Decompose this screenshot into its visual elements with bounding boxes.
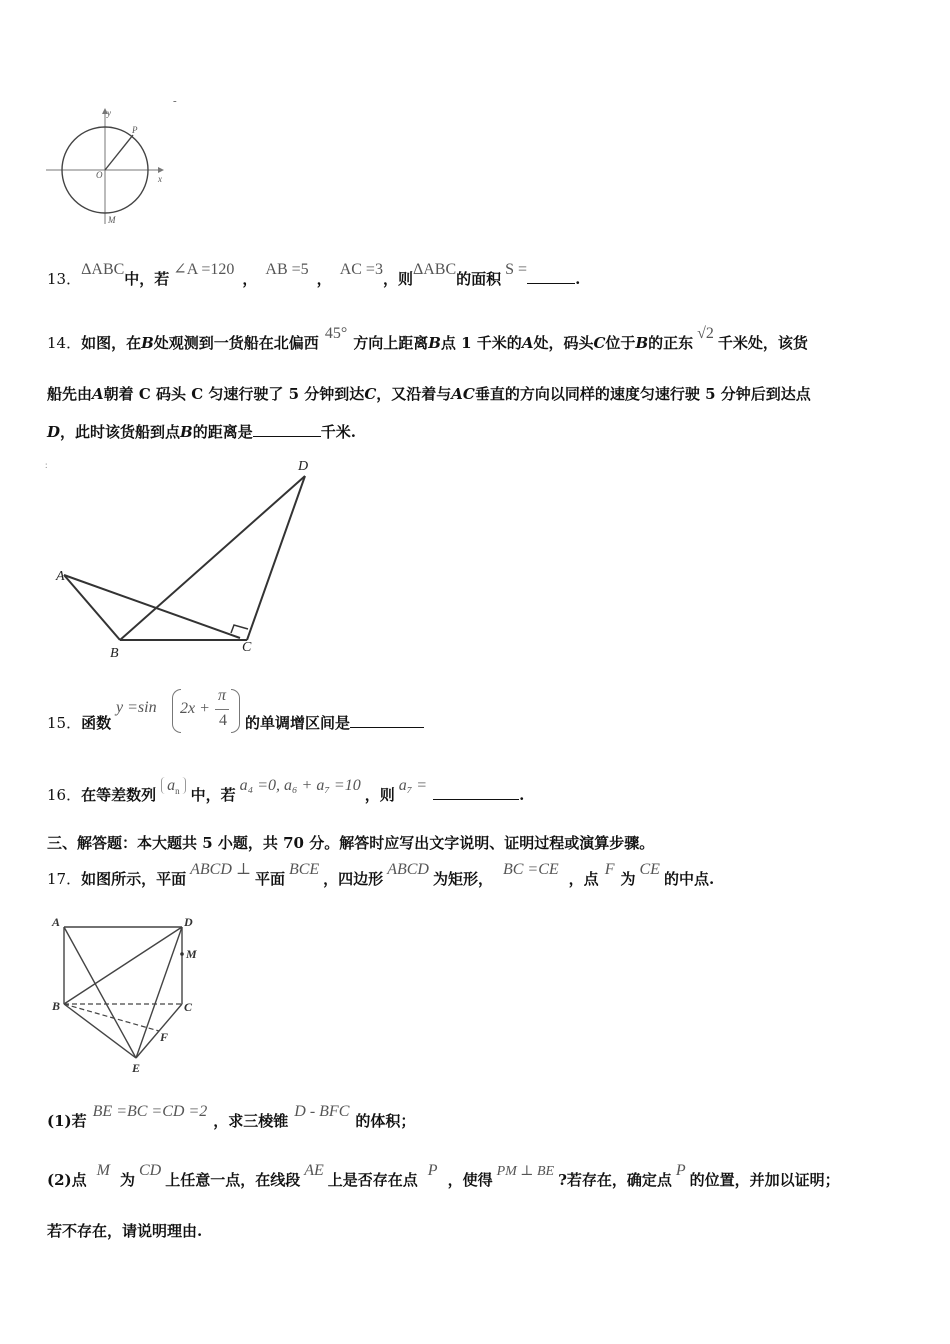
q14-text: 方向上距离 (353, 334, 429, 352)
question-17-part2 (47, 1162, 840, 1190)
q17-m: M (96, 1162, 110, 1179)
q16-number: 16． (47, 786, 82, 804)
q13-triangle: ΔABC (81, 261, 125, 278)
edge-bf-hidden (64, 1004, 159, 1031)
q13-triangle2: ΔABC (412, 261, 457, 278)
q14-number: 14． (47, 334, 82, 352)
q14-var-c: C (364, 385, 377, 403)
label-c: C (242, 640, 252, 655)
question-14-line2 (47, 383, 811, 404)
q14-var-c: C (593, 334, 606, 352)
question-15 (47, 712, 111, 733)
label-e: E (132, 1061, 141, 1075)
q17-text: 为 (620, 870, 636, 888)
q13-text1: 中，若 (124, 270, 170, 288)
q14-text: 的距离是 (192, 423, 253, 441)
q15-text2: 的单调增区间是 (245, 714, 351, 732)
q14-text: 位于 (605, 334, 636, 352)
q13-s: S = (505, 261, 528, 278)
q13-angle: ∠A =120 (173, 261, 235, 278)
q17-text: 的体积； (355, 1112, 416, 1130)
question-15-tail (245, 712, 424, 733)
section-3-heading: 三、解答题：本大题共 5 小题，共 70 分。解答时应写出文字说明、证明过程或演算步骤。 (47, 834, 655, 852)
q15-formula (116, 687, 246, 735)
q13-text2: ，则 (382, 270, 413, 288)
q17-text: 上任意一点，在线段 (165, 1171, 301, 1189)
q15-answer-blank[interactable] (350, 713, 424, 728)
q17-abcd: ABCD (387, 861, 429, 878)
q15-pi: π (218, 687, 227, 704)
q17-text: ，求三棱锥 (213, 1112, 289, 1130)
question-13 (47, 261, 581, 289)
label-y: y (107, 108, 111, 118)
q17-text: 的中点. (663, 870, 715, 888)
question-16 (47, 777, 525, 806)
q14-var-b: B (180, 423, 193, 441)
q17-part2-label: (2)点 (47, 1171, 87, 1189)
ship-route-figure (40, 452, 340, 667)
edge-be (64, 1004, 136, 1058)
q13-ac: AC =3 (339, 261, 383, 278)
q13-answer-blank[interactable] (527, 269, 575, 284)
q13-end: . (575, 270, 581, 288)
q17-pm-perp-be: PM ⊥ BE (496, 1164, 555, 1179)
label-b: B (110, 646, 119, 661)
q14-text: ，此时该货船到点 (60, 423, 181, 441)
label-p: P (132, 125, 138, 135)
q17-part1-equation: BE =BC =CD =2 (92, 1103, 208, 1120)
solid-geometry-figure (40, 912, 220, 1077)
question-17 (47, 861, 715, 889)
q16-a: a (167, 777, 176, 794)
q13-comma1: ， (242, 270, 258, 288)
edge-ae (64, 927, 136, 1058)
q14-text: 船先由 (47, 385, 93, 403)
q16-n: n (175, 786, 180, 797)
q15-text1: 函数 (81, 714, 112, 732)
stray-dash: - (173, 95, 177, 107)
point-m (180, 952, 184, 956)
label-f: F (160, 1030, 169, 1044)
label-d: D (184, 915, 193, 929)
x-axis-arrow (158, 167, 164, 173)
q17-abcd-perp: ABCD ⊥ (190, 861, 251, 878)
q15-2x: 2x + (180, 700, 210, 717)
q14-angle: 45° (324, 325, 348, 342)
label-o: O (96, 170, 103, 180)
q16-text1: 在等差数列 (81, 786, 157, 804)
q16-text2: 中，若 (190, 786, 236, 804)
q14-answer-blank[interactable] (253, 422, 321, 437)
question-17-part2-line2: 若不存在，请说明理由. (47, 1222, 203, 1240)
q14-text: 如图，在 (81, 334, 142, 352)
q15-y-sin: y =sin (116, 699, 157, 716)
q14-var-ac: AC (451, 385, 475, 403)
q17-bc-ce: BC =CE (502, 861, 559, 878)
q15-paren-right (231, 689, 240, 733)
q17-text: ，点 (568, 870, 599, 888)
question-17-part1 (47, 1103, 416, 1131)
q14-var-b: B (141, 334, 154, 352)
q17-text: ，使得 (447, 1171, 493, 1189)
q17-text: ，四边形 (323, 870, 384, 888)
q13-number: 13． (47, 270, 82, 288)
q14-var-a: A (92, 385, 104, 403)
question-14-line1 (47, 325, 808, 353)
q14-var-b: B (635, 334, 649, 352)
q15-number: 15． (47, 714, 82, 732)
label-m: M (186, 947, 197, 961)
q14-text: 千米. (320, 423, 356, 441)
unit-circle-figure (40, 92, 190, 227)
q17-ce: CE (639, 861, 660, 878)
q15-four: 4 (219, 712, 227, 729)
segment-bd (120, 476, 305, 640)
q13-comma2: ， (316, 270, 332, 288)
q14-text: 的正东 (648, 334, 694, 352)
q17-text: 平面 (254, 870, 285, 888)
q17-text: 的位置，并加以证明； (689, 1171, 840, 1189)
q16-answer-blank[interactable] (433, 785, 519, 800)
q16-equation: a₄ =0, a₆ + a₇ =10 (239, 777, 361, 794)
radius-op (105, 135, 133, 170)
q14-text: 处观测到一货船在北偏西 (153, 334, 319, 352)
q14-text: 垂直的方向以同样的速度匀速行驶 5 分钟后到达点 (474, 385, 811, 403)
label-m: M (108, 215, 116, 225)
q17-pyramid: D - BFC (294, 1103, 350, 1120)
q14-var-d: D (47, 423, 61, 441)
q14-text: 点 1 千米的 (440, 334, 522, 352)
right-angle-mark (231, 625, 248, 633)
q14-text: ，又沿着与 (376, 385, 452, 403)
q13-text3: 的面积 (456, 270, 502, 288)
edge-bd (64, 927, 182, 1004)
label-d: D (298, 459, 309, 474)
stray-mark: : (45, 460, 48, 470)
q16-end: . (519, 786, 525, 804)
label-a: A (56, 569, 65, 584)
q14-text: 处，码头 (533, 334, 594, 352)
q13-ab: AB =5 (265, 261, 309, 278)
q14-sqrt2: √2 (697, 325, 714, 342)
q17-p: P (675, 1162, 686, 1179)
q16-text3: ，则 (364, 786, 395, 804)
q17-text: 为矩形， (432, 870, 493, 888)
q16-a7: a₇ = (398, 777, 428, 794)
label-a: A (52, 915, 61, 929)
label-c: C (184, 1000, 193, 1014)
q17-part1-label: (1)若 (47, 1112, 87, 1130)
label-x: x (158, 174, 162, 184)
label-b: B (52, 999, 61, 1013)
q14-text: 朝着 C 码头 C 匀速行驶了 5 分钟到达 (103, 385, 365, 403)
q17-ae: AE (304, 1162, 324, 1179)
question-14-line3 (47, 421, 356, 442)
q17-cd: CD (138, 1162, 162, 1179)
q16-sequence (161, 777, 186, 797)
q14-var-b: B (428, 334, 441, 352)
q17-bce: BCE (288, 861, 320, 878)
q14-var-a: A (521, 334, 534, 352)
q14-text: 千米处，该货 (717, 334, 808, 352)
q17-text: ?若存在，确定点 (558, 1171, 672, 1189)
q17-p: P (427, 1162, 438, 1179)
q17-text: 为 (119, 1171, 135, 1189)
q15-frac-bar (215, 709, 229, 710)
q17-text: 上是否存在点 (327, 1171, 418, 1189)
edge-de (136, 927, 182, 1058)
q17-number: 17． (47, 870, 82, 888)
q17-f: F (604, 861, 615, 878)
q17-text: 如图所示，平面 (81, 870, 187, 888)
